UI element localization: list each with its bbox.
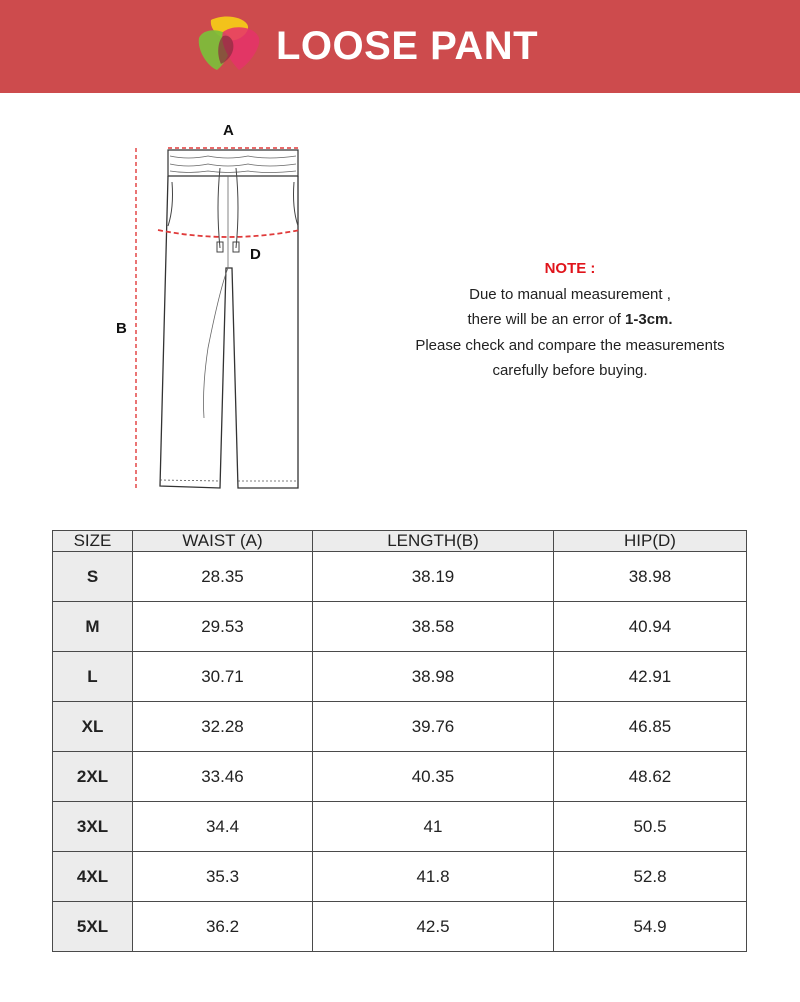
size-cell: 3XL (53, 802, 133, 852)
measurement-note (380, 256, 760, 384)
brand-logo-icon (197, 16, 261, 74)
waist-cell: 32.28 (133, 702, 313, 752)
table-row (53, 752, 747, 802)
pant-diagram (108, 118, 308, 503)
waist-cell: 35.3 (133, 852, 313, 902)
hip-cell: 42.91 (554, 652, 747, 702)
size-cell: 5XL (53, 902, 133, 952)
hip-cell: 38.98 (554, 552, 747, 602)
note-line-3: Please check and compare the measurements (415, 336, 725, 354)
length-cell: 38.19 (313, 552, 554, 602)
waist-cell: 28.35 (133, 552, 313, 602)
table-row (53, 602, 747, 652)
length-cell: 41.8 (313, 852, 554, 902)
note-line-2-text: there will be an error of (467, 311, 626, 328)
waist-cell: 36.2 (133, 902, 313, 952)
hip-cell: 40.94 (554, 602, 747, 652)
note-line-1: Due to manual measurement , (469, 285, 671, 303)
size-cell: 2XL (53, 752, 133, 802)
size-chart-table (52, 530, 747, 952)
length-cell: 42.5 (313, 902, 554, 952)
header-waist: WAIST (A) (133, 531, 313, 552)
length-cell: 39.76 (313, 702, 554, 752)
hip-measure-line (158, 230, 300, 237)
header-banner (0, 0, 800, 93)
length-cell: 40.35 (313, 752, 554, 802)
size-cell: 4XL (53, 852, 133, 902)
table-row (53, 802, 747, 852)
hip-cell: 52.8 (554, 852, 747, 902)
table-row (53, 702, 747, 752)
waist-cell: 33.46 (133, 752, 313, 802)
hip-cell: 50.5 (554, 802, 747, 852)
hip-cell: 54.9 (554, 902, 747, 952)
length-cell: 41 (313, 802, 554, 852)
header-length: LENGTH(B) (313, 531, 554, 552)
length-cell: 38.58 (313, 602, 554, 652)
note-error-range: 1-3cm. (625, 311, 673, 328)
hip-cell: 48.62 (554, 752, 747, 802)
page-title: LOOSE PANT (276, 24, 539, 68)
header-hip: HIP(D) (554, 531, 747, 552)
hip-cell: 46.85 (554, 702, 747, 752)
label-a: A (223, 122, 234, 139)
note-line-2 (380, 307, 760, 333)
table-row (53, 552, 747, 602)
table-row (53, 852, 747, 902)
size-cell: XL (53, 702, 133, 752)
table-header-row (53, 531, 747, 552)
length-cell: 38.98 (313, 652, 554, 702)
label-d: D (250, 246, 261, 263)
note-title: NOTE : (544, 260, 596, 277)
pant-drawing (108, 118, 308, 503)
size-cell: M (53, 602, 133, 652)
waist-cell: 30.71 (133, 652, 313, 702)
waist-cell: 34.4 (133, 802, 313, 852)
size-cell: L (53, 652, 133, 702)
header-size: SIZE (53, 531, 133, 552)
table-row (53, 902, 747, 952)
label-b: B (116, 320, 127, 337)
table-row (53, 652, 747, 702)
size-cell: S (53, 552, 133, 602)
note-line-4: carefully before buying. (492, 362, 648, 379)
waist-cell: 29.53 (133, 602, 313, 652)
